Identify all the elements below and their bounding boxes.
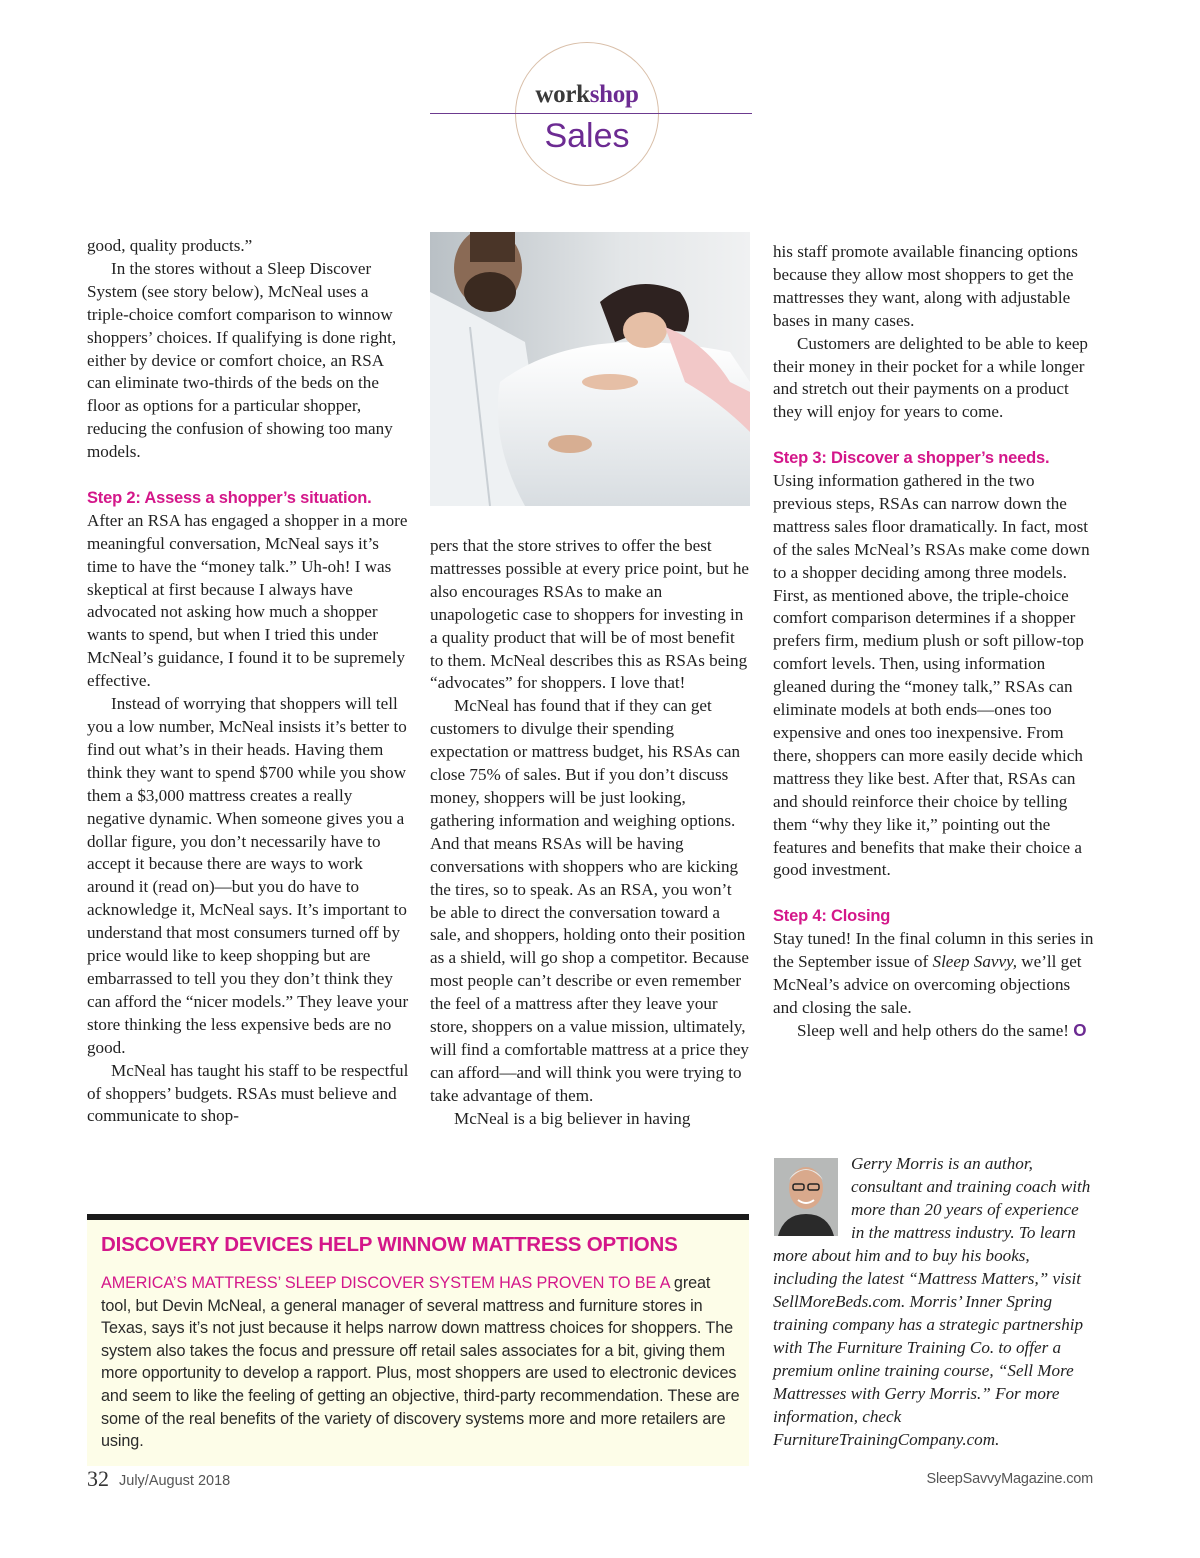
end-mark: O [1073,1020,1087,1040]
paragraph: Customers are delighted to be able to keep their money in their pocket for a while longer and stretch out their payments on a product they will enjoy for years to come. [773,333,1088,422]
sidebar-text: great tool, but Devin McNeal, a general manager of several mattress and furniture stores in Texas, says it’s not just because it helps narrow down mattress choices for shoppers. The system also takes the focus and pressure off retail sales associates for a bit, giving them more opportunity to develop a rapport. Plus, most shoppers are used to electronic devices and seem to like the feeling of getting an objective, third-party recommendation. These are some of the real benefits of the variety of discovery systems more and more retailers are using. [101,1274,740,1451]
website-url: SleepSavvyMagazine.com [926,1471,1093,1487]
author-bio-text: Gerry Morris is an author, consultant and training coach with more than 20 years of experience in the mattress industry. To learn more about him and to buy his books, including the latest “Mattress Matters,” visit SellMoreBeds.com. Morris’ Inner Spring training company has a strategic partnership with The Furniture Training Co. to offer a premium online training course, “Sell More Mattresses with Gerry Morris.” For more information, check FurnitureTrainingCompany.com. [773,1154,1091,1449]
paragraph [773,1020,1095,1043]
subheading-step-4: Step 4: Closing [773,907,891,926]
issue-date: July/August 2018 [119,1473,231,1489]
paragraph [773,928,1095,1020]
article-column-1 [87,235,409,1128]
paragraph: McNeal is a big believer in having [454,1108,691,1128]
kicker-shop: shop [589,81,639,108]
paragraph: Using information gathered in the two previous steps, RSAs can narrow down the mattress sales floor dramatically. In fact, most of the sales McNeal’s RSAs make come down to a shopper deciding among three models. First, as mentioned above, the triple-choice comfort comparison determines if a shopper prefers firm, medium plush or soft pillow-top comfort levels. Then, using information gleaned during the “money talk,” RSAs can eliminate models at both ends—ones too expensive and ones too inexpensive. From there, shoppers can more easily decide which mattress they like best. After that, RSAs can and should reinforce their choice by telling them “why they like it,” pointing out the features and benefits that make their choice a good investment. [773,471,1090,880]
paragraph: After an RSA has engaged a shopper in a more meaningful conversation, McNeal says it’s time to have the “money talk.” Uh-oh! I was skeptical at first because I always have advocated not asking how much a shopper wants to spend, but when I tried this under McNeal’s guidance, I found it to be supremely effective. [87,510,408,691]
paragraph: pers that the store strives to offer the best mattresses possible at every price point, but he also encourages RSAs to make an unapologetic case to shoppers for investing in a quality product that will be of most benefit to them. McNeal describes this as RSAs being “advocates” for shoppers. I love that! [430,536,749,693]
section-kicker [515,80,659,110]
author-bio [773,1152,1095,1451]
article-column-3 [773,241,1095,1043]
closing-text-b: we’ll get McNeal’s advice on overcoming objections and closing the sale. [773,952,1082,1017]
paragraph: Instead of worrying that shoppers will tell you a low number, McNeal insists it’s better to find out what’s in their heads. Having them think they want to spend $700 while you show them a $3,000 mattress creates a really negative dynamic. When someone gives you a dollar figure, you don’t necessarily have to accept it because there are ways to work around it (read on)—but you do have to acknowledge it, McNeal says. It’s important to understand that most consumers turned off by price would like to keep shopping but are embarrassed to tell you they don’t think they can afford the “nicer models.” They leave your store thinking the less expensive beds are no good. [87,694,409,1057]
sidebar-title: DISCOVERY DEVICES HELP WINNOW MATTRESS OPTIONS [101,1233,678,1256]
subheading-step-2: Step 2: Assess a shopper’s situation. [87,488,372,507]
sidebar-body [101,1272,741,1453]
paragraph: McNeal has taught his staff to be respectful of shoppers’ budgets. RSAs must believe and communicate to shop- [87,1060,409,1126]
paragraph: In the stores without a Sleep Discover System (see story below), McNeal uses a triple-choice comfort comparison to winnow shoppers’ choices. If qualifying is done right, either by device or comfort choice, an RSA can eliminate two-thirds of the beds on the floor as options for a particular shopper, reducing the confusion of showing too many models. [87,258,397,462]
section-title: Sales [544,117,630,155]
magazine-name: Sleep Savvy, [932,952,1017,972]
header-rule [430,113,752,114]
signoff-text: Sleep well and help others do the same! [797,1020,1069,1040]
paragraph: his staff promote available financing options because they allow most shoppers to get the mattresses they want, along with adjustable bases in many cases. [773,242,1078,330]
paragraph: McNeal has found that if they can get customers to divulge their spending expectation or mattress budget, his RSAs can close 75% of sales. But if you don’t discuss money, shoppers will be just looking, gathering information and weighing options. And that means RSAs will be having conversations with shoppers who are kicking the tires, so to speak. As an RSA, you won’t be able to direct the conversation toward a sale, and shoppers, holding onto their position as a shield, will go shop a competitor. Because most people can’t describe or even remember the feel of a mattress after they leave your store, shoppers on a value mission, ultimately, will find a comfortable mattress at a price they can afford—and will think you were trying to take advantage of them. [430,696,750,1105]
subheading-step-3: Step 3: Discover a shopper’s needs. [773,449,1050,468]
kicker-work: work [535,81,590,108]
photo-illustration [430,232,750,506]
sidebar-lead-in: AMERICA’S MATTRESS’ SLEEP DISCOVER SYSTEM HAS PROVEN TO BE A [101,1274,670,1292]
header-circle-ornament [515,42,659,186]
sidebar-box [87,1214,749,1466]
article-column-2 [430,535,752,1131]
closing-text-a: Stay tuned! In the final column in this series in the September issue of [773,929,1094,972]
paragraph: good, quality products.” [87,236,253,255]
page-number: 32 [87,1466,109,1491]
article-photo [430,232,750,506]
